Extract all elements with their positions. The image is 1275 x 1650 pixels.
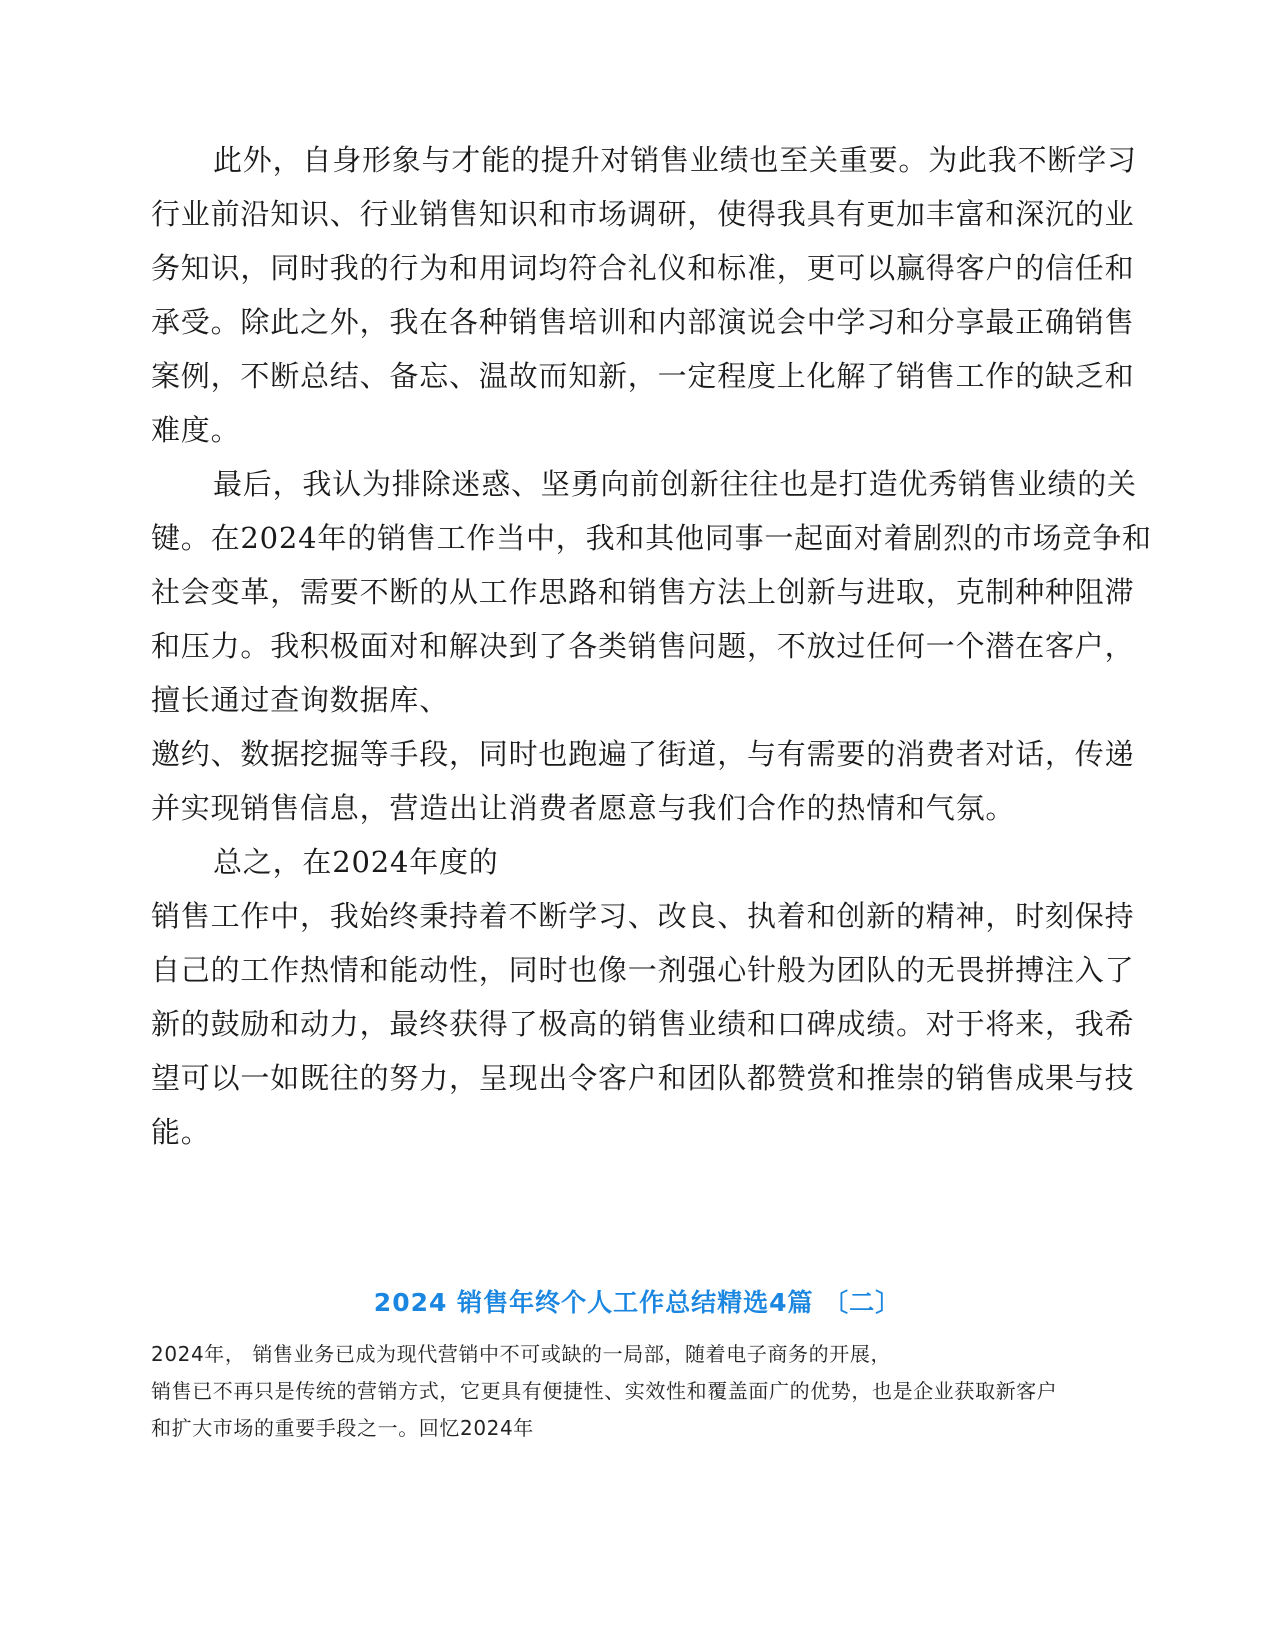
text-line: 自己的工作热情和能动性，同时也像一剂强心针般为团队的无畏拼搏注入了 [151, 953, 1135, 987]
text-line: 2024年， 销售业务已成为现代营销中不可或缺的一局部，随着电子商务的开展， [151, 1342, 892, 1366]
text-line: 和压力。我积极面对和解决到了各类销售问题，不放过任何一个潜在客户， [151, 629, 1135, 663]
text-line: 总之，在2024年度的 [213, 845, 499, 879]
text-line: 邀约、数据挖掘等手段，同时也跑遍了街道，与有需要的消费者对话，传递 [151, 737, 1135, 771]
text-line: 和扩大市场的重要手段之一。回忆2024年 [151, 1416, 534, 1440]
text-line: 行业前沿知识、行业销售知识和市场调研，使得我具有更加丰富和深沉的业 [151, 197, 1135, 231]
text-line: 承受。除此之外，我在各种销售培训和内部演说会中学习和分享最正确销售 [151, 305, 1135, 339]
text-line: 望可以一如既往的努力，呈现出令客户和团队都赞赏和推崇的销售成果与技 [151, 1061, 1135, 1095]
text-line: 社会变革，需要不断的从工作思路和销售方法上创新与进取，克制种种阻滞 [151, 575, 1135, 609]
text-line: 务知识，同时我的行为和用词均符合礼仪和标准，更可以赢得客户的信任和 [151, 251, 1135, 285]
text-line: 最后，我认为排除迷惑、坚勇向前创新往往也是打造优秀销售业绩的关 [213, 467, 1137, 501]
text-line: 难度。 [151, 413, 241, 447]
text-line: 键。在2024年的销售工作当中，我和其他同事一起面对着剧烈的市场竞争和 [151, 521, 1152, 555]
text-line: 销售工作中，我始终秉持着不断学习、改良、执着和创新的精神，时刻保持 [151, 899, 1135, 933]
section-title: 2024 销售年终个人工作总结精选4篇 〔二〕 [373, 1288, 902, 1317]
text-line: 能。 [151, 1115, 211, 1149]
text-line: 擅长通过查询数据库、 [151, 683, 450, 717]
text-line: 此外，自身形象与才能的提升对销售业绩也至关重要。为此我不断学习 [213, 143, 1137, 177]
text-line: 并实现销售信息，营造出让消费者愿意与我们合作的热情和气氛。 [151, 791, 1016, 825]
text-line: 销售已不再只是传统的营销方式，它更具有便捷性、实效性和覆盖面广的优势，也是企业获取新客户 [151, 1379, 1058, 1403]
text-line: 案例，不断总结、备忘、温故而知新，一定程度上化解了销售工作的缺乏和 [151, 359, 1135, 393]
text-line: 新的鼓励和动力，最终获得了极高的销售业绩和口碑成绩。对于将来，我希 [151, 1007, 1135, 1041]
